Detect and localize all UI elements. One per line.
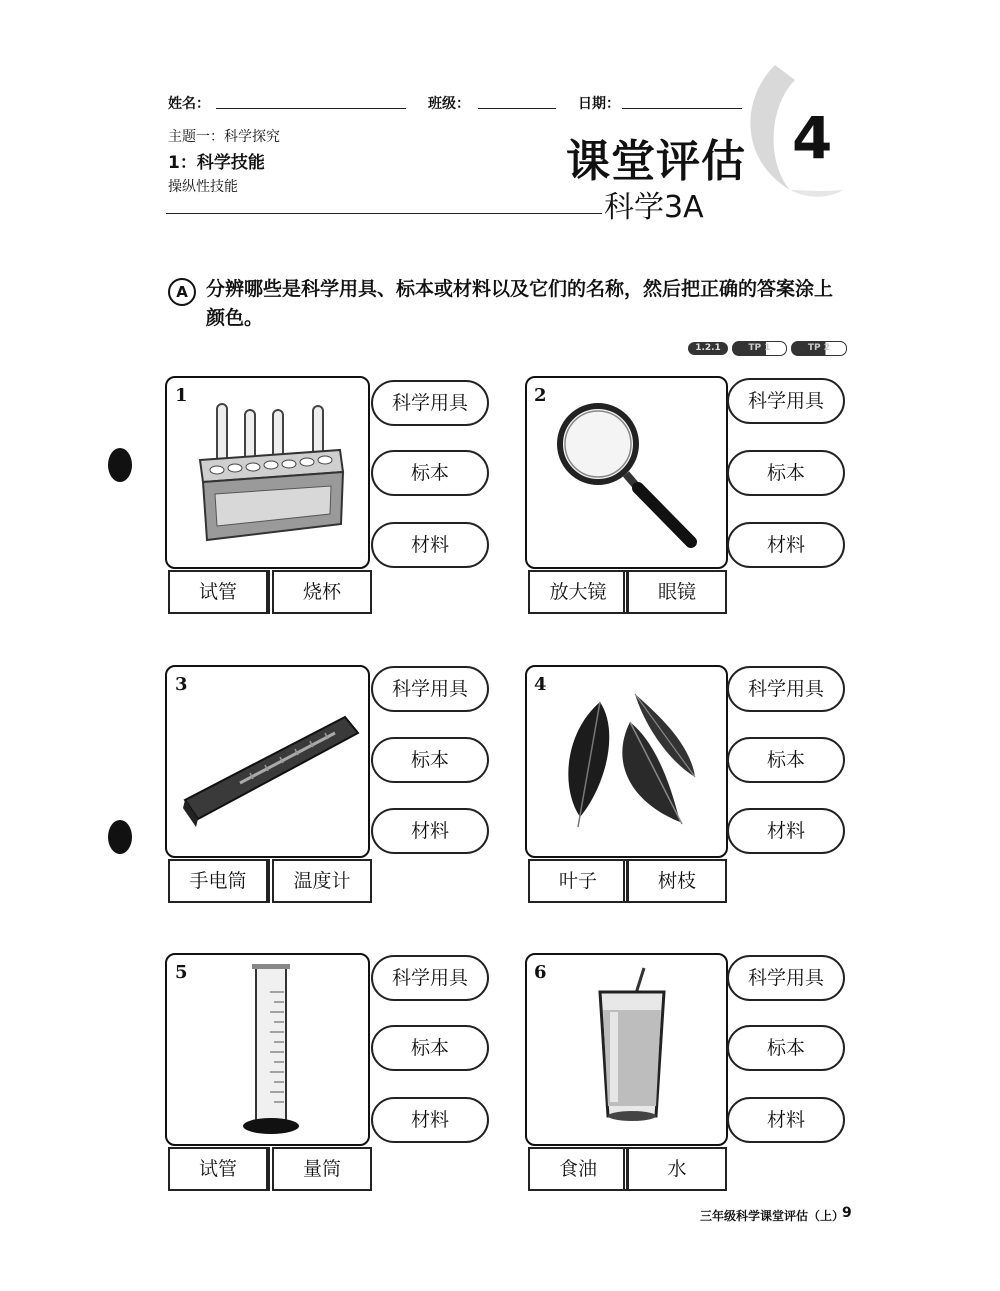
name-option[interactable]: 烧杯	[272, 570, 372, 614]
binder-hole	[108, 820, 132, 854]
date-field-line[interactable]	[622, 108, 742, 109]
category-option-specimen[interactable]: 标本	[727, 1025, 845, 1071]
name-option[interactable]: 食油	[528, 1147, 628, 1191]
topic-text: 主题一：科学探究	[168, 129, 280, 145]
skill-type-text: 操纵性技能	[168, 179, 238, 195]
category-option-specimen[interactable]: 标本	[727, 737, 845, 783]
category-option-specimen[interactable]: 标本	[371, 1025, 489, 1071]
date-label: 日期：	[578, 96, 620, 112]
category-option-tool[interactable]: 科学用具	[371, 666, 489, 712]
name-option[interactable]: 放大镜	[528, 570, 628, 614]
question-marker: A	[168, 278, 196, 306]
category-option-specimen[interactable]: 标本	[371, 737, 489, 783]
category-option-material[interactable]: 材料	[727, 522, 845, 568]
glass-of-water-icon	[594, 966, 670, 1126]
thermometer-icon	[180, 705, 365, 830]
assessment-number: 4	[792, 104, 833, 172]
name-field-line[interactable]	[216, 108, 406, 109]
name-option[interactable]: 手电筒	[168, 859, 268, 903]
binder-hole	[108, 448, 132, 482]
category-option-material[interactable]: 材料	[371, 1097, 489, 1143]
name-option[interactable]: 试管	[168, 570, 268, 614]
name-option[interactable]: 树枝	[627, 859, 727, 903]
category-option-material[interactable]: 材料	[727, 808, 845, 854]
category-option-material[interactable]: 材料	[727, 1097, 845, 1143]
category-option-tool[interactable]: 科学用具	[371, 955, 489, 1001]
question-text: 分辨哪些是科学用具、标本或材料以及它们的名称，然后把正确的答案涂上颜色。	[206, 278, 834, 329]
subtopic-text: 1：科学技能	[168, 153, 265, 173]
category-option-tool[interactable]: 科学用具	[727, 378, 845, 424]
item-number: 4	[534, 674, 547, 695]
name-option[interactable]: 水	[627, 1147, 727, 1191]
category-option-tool[interactable]: 科学用具	[371, 380, 489, 426]
name-option[interactable]: 试管	[168, 1147, 268, 1191]
tp1-tag: TP 1	[732, 341, 787, 356]
test-tube-rack-icon	[195, 402, 345, 544]
category-option-material[interactable]: 材料	[371, 522, 489, 568]
category-option-specimen[interactable]: 标本	[371, 450, 489, 496]
item-number: 5	[175, 962, 188, 983]
subject-title: 科学3A	[604, 190, 704, 225]
name-label: 姓名：	[168, 96, 210, 112]
name-option[interactable]: 温度计	[272, 859, 372, 903]
header-divider	[166, 213, 602, 214]
category-option-tool[interactable]: 科学用具	[727, 955, 845, 1001]
name-option[interactable]: 量筒	[272, 1147, 372, 1191]
name-option[interactable]: 叶子	[528, 859, 628, 903]
item-number: 6	[534, 962, 547, 983]
book-title: 三年级科学课堂评估（上）	[700, 1209, 845, 1223]
category-option-specimen[interactable]: 标本	[727, 450, 845, 496]
item-number: 2	[534, 385, 547, 406]
class-label: 班级：	[428, 96, 470, 112]
leaves-icon	[560, 692, 700, 832]
item-number: 3	[175, 674, 188, 695]
magnifying-glass-icon	[556, 402, 706, 552]
measuring-cylinder-icon	[240, 962, 305, 1137]
name-option[interactable]: 眼镜	[627, 570, 727, 614]
page-number: 9	[842, 1205, 852, 1221]
page-title: 课堂评估	[566, 136, 746, 187]
category-option-material[interactable]: 材料	[371, 808, 489, 854]
category-option-tool[interactable]: 科学用具	[727, 666, 845, 712]
syllabus-tag: 1.2.1	[688, 342, 728, 355]
tp2-tag: TP 2	[791, 341, 847, 356]
item-number: 1	[175, 385, 188, 406]
class-field-line[interactable]	[478, 108, 556, 109]
